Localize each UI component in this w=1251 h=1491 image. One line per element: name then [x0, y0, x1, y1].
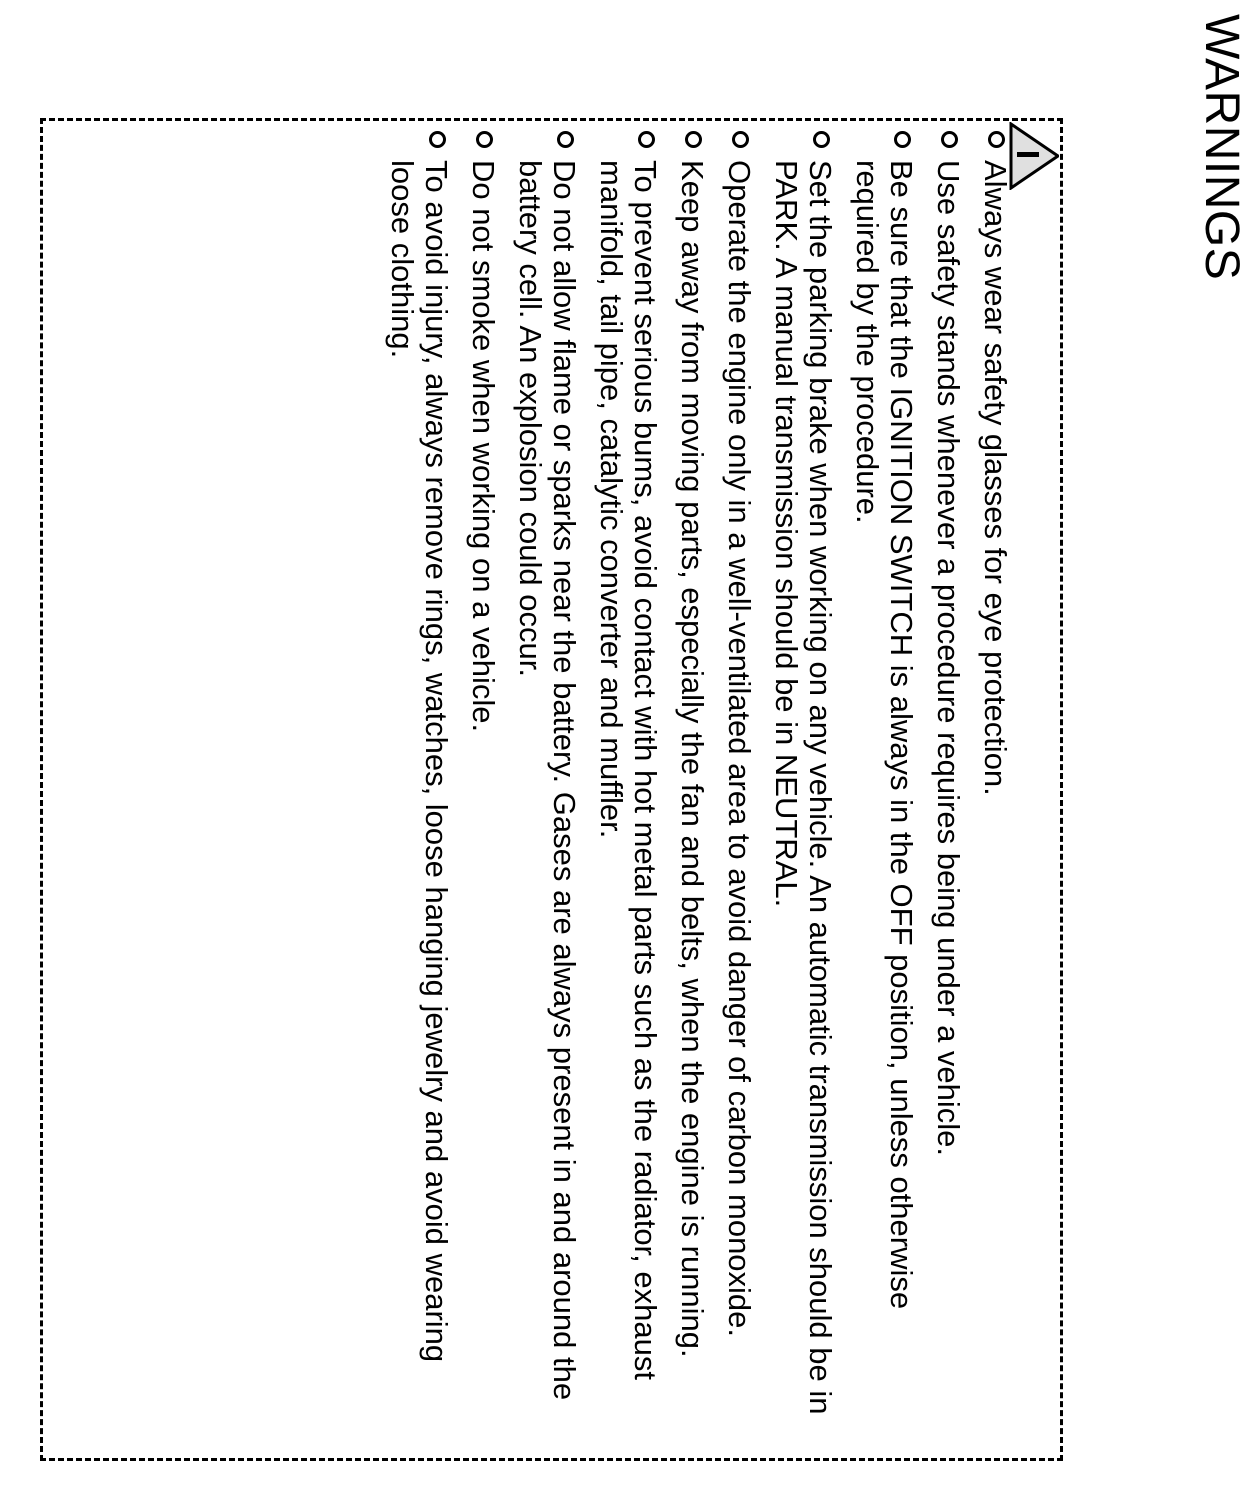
list-item	[385, 131, 453, 1431]
item-text: Keep away from moving parts, especially the fan and belts, when the engine is running.	[675, 160, 710, 1358]
warnings-list	[372, 131, 1012, 1431]
bullet-circle-icon	[988, 131, 1005, 148]
item-text: Do not allow flame or sparks near the battery. Gases are always present in and around the battery cell. An explosion could occur.	[513, 160, 582, 1401]
item-text: Be sure that the IGNITION SWITCH is always in the OFF position, unless otherwise required by the procedure.	[850, 160, 919, 1310]
item-text: Set the parking brake when working on any vehicle. An automatic transmission should be in PARK. A manual transmission should be in NEUTRAL.	[769, 160, 838, 1415]
bullet-circle-icon	[941, 131, 958, 148]
list-item	[850, 131, 918, 1431]
list-item	[769, 131, 837, 1431]
page-title: WARNINGS	[1195, 14, 1248, 281]
item-text: To prevent serious bums, avoid contact with hot metal parts such as the radiator, exhaust manifold, tail pipe, catalytic converter and muffler.	[594, 160, 663, 1380]
bullet-circle-icon	[429, 131, 446, 148]
bullet-circle-icon	[813, 131, 830, 148]
bullet-circle-icon	[638, 131, 655, 148]
list-item	[513, 131, 581, 1431]
bullet-circle-icon	[685, 131, 702, 148]
item-text: Do not smoke when working on a vehicle.	[466, 160, 501, 733]
item-text: To avoid injury, always remove rings, watches, loose hanging jewelry and avoid wearing loose clothing.	[385, 160, 454, 1363]
list-item	[978, 131, 1012, 1431]
list-item	[722, 131, 756, 1431]
list-item	[675, 131, 709, 1431]
bullet-circle-icon	[732, 131, 749, 148]
bullet-circle-icon	[476, 131, 493, 148]
item-text: Always wear safety glasses for eye protection.	[978, 160, 1013, 796]
list-item	[594, 131, 662, 1431]
item-text: Operate the engine only in a well-ventilated area to avoid danger of carbon monoxide.	[722, 160, 757, 1338]
list-item	[466, 131, 500, 1431]
item-text: Use safety stands whenever a procedure requires being under a vehicle.	[931, 160, 966, 1157]
bullet-circle-icon	[894, 131, 911, 148]
bullet-circle-icon	[557, 131, 574, 148]
list-item	[931, 131, 965, 1431]
warnings-box	[40, 118, 1063, 1461]
